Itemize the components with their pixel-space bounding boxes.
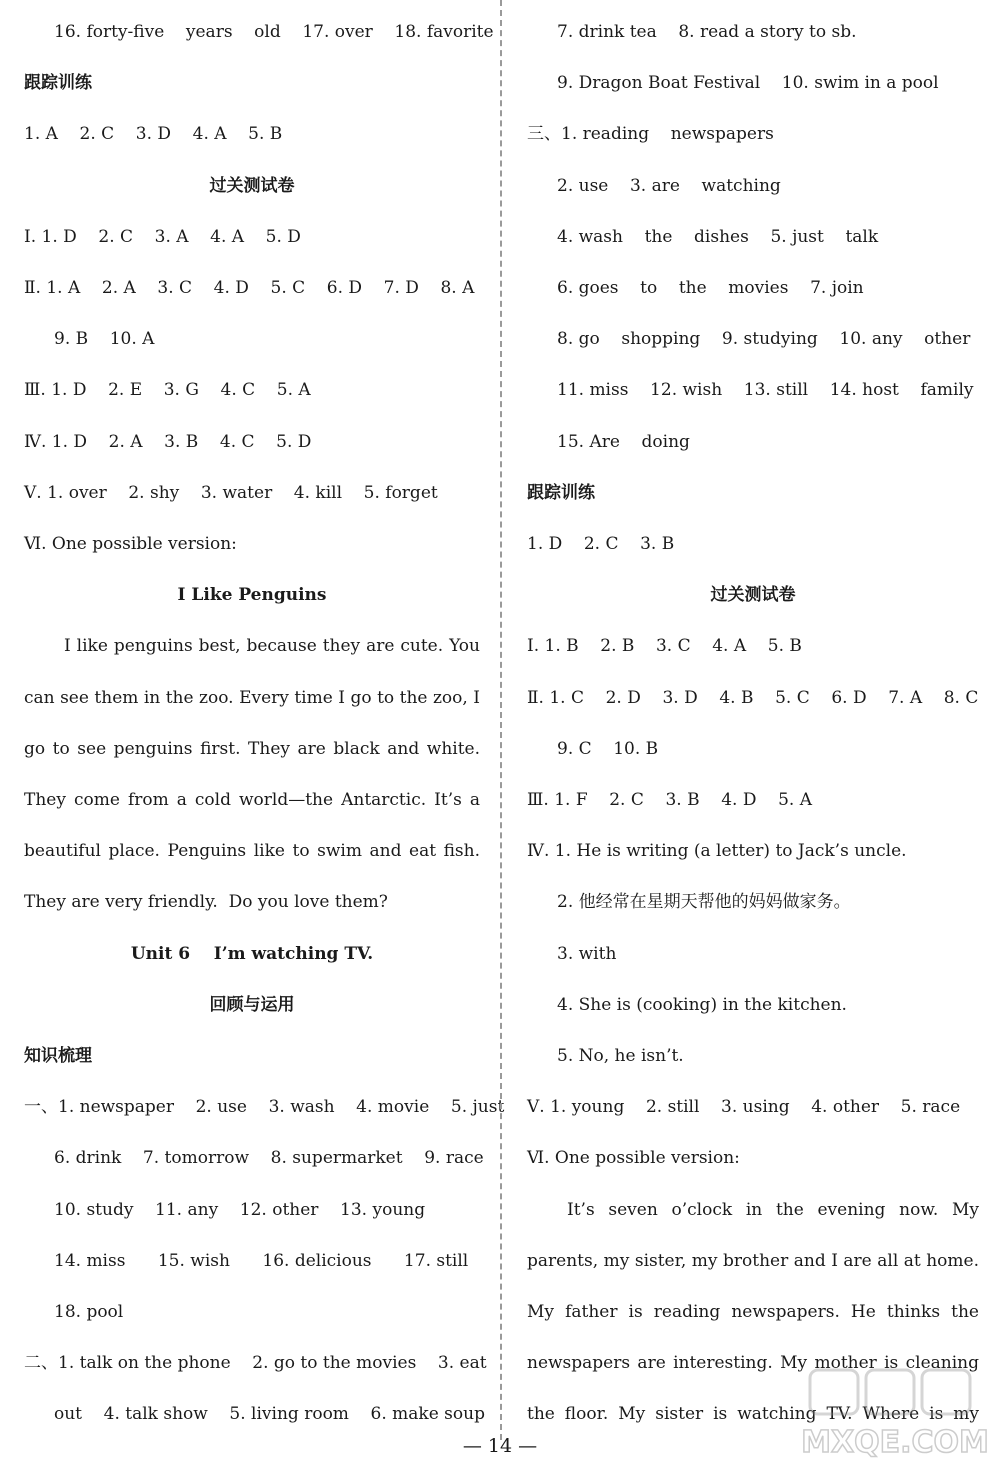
left-line-8: Ⅲ. 1. D 2. E 3. G 4. C 5. A — [24, 380, 311, 401]
left-line-6: Ⅱ. 1. A 2. A 3. C 4. D 5. C 6. D 7. D 8. A — [24, 278, 475, 298]
left-line-7: 9. B 10. A — [54, 329, 155, 350]
right-line-21: 5. No, he isn’t. — [557, 1046, 684, 1066]
right-line-16: Ⅲ. 1. F 2. C 3. B 4. D 5. A — [527, 790, 812, 810]
left-line-26: 18. pool — [54, 1302, 124, 1322]
right-line-12: 过关测试卷 — [710, 585, 796, 606]
left-line-25: 14. miss 15. wish 16. delicious 17. still — [54, 1250, 469, 1271]
watermark-box-3 — [922, 1370, 970, 1414]
watermark-box-2 — [866, 1370, 914, 1414]
left-line-23: 6. drink 7. tomorrow 8. supermarket 9. race — [54, 1148, 484, 1169]
left-line-14: can see them in the zoo. Every time I go to the zoo, I — [24, 687, 480, 708]
column-divider — [500, 0, 502, 1440]
left-line-18: They are very friendly. Do you love them? — [24, 892, 388, 913]
right-line-22: Ⅴ. 1. young 2. still 3. using 4. other 5. race — [527, 1097, 961, 1118]
right-line-8: 11. miss 12. wish 13. still 14. host family — [557, 380, 974, 401]
left-line-10: Ⅴ. 1. over 2. shy 3. water 4. kill 5. forget — [24, 482, 438, 503]
right-line-24: It’s seven o’clock in the evening now. My — [567, 1199, 979, 1220]
right-line-26: My father is reading newspapers. He thinks the — [527, 1302, 979, 1322]
page-number: — 14 — — [462, 1435, 538, 1457]
left-line-28: out 4. talk show 5. living room 6. make soup — [54, 1404, 485, 1425]
left-line-27: 二、1. talk on the phone 2. go to the movies 3. eat — [24, 1353, 487, 1374]
right-line-13: Ⅰ. 1. B 2. B 3. C 4. A 5. B — [527, 636, 802, 657]
right-line-23: Ⅵ. One possible version: — [527, 1148, 740, 1169]
right-line-11: 1. D 2. C 3. B — [527, 534, 675, 554]
right-line-2: 9. Dragon Boat Festival 10. swim in a pool — [557, 73, 939, 94]
left-line-20: 回顾与运用 — [209, 994, 295, 1015]
left-line-3: 1. A 2. C 3. D 4. A 5. B — [24, 124, 283, 145]
left-line-4: 过关测试卷 — [209, 175, 295, 196]
right-line-15: 9. C 10. B — [557, 738, 659, 759]
right-line-14: Ⅱ. 1. C 2. D 3. D 4. B 5. C 6. D 7. A 8. C — [527, 687, 979, 708]
left-line-24: 10. study 11. any 12. other 13. young — [54, 1199, 426, 1220]
right-line-17: Ⅳ. 1. He is writing (a letter) to Jack’s uncle. — [527, 841, 907, 862]
right-line-7: 8. go shopping 9. studying 10. any other — [557, 329, 971, 350]
left-line-15: go to see penguins first. They are black and white. — [24, 738, 480, 759]
right-line-6: 6. goes to the movies 7. join — [557, 278, 864, 298]
right-line-19: 3. with — [557, 943, 617, 964]
left-line-17: beautiful place. Penguins like to swim and eat fish. — [24, 841, 480, 862]
watermark-logo — [800, 1362, 990, 1472]
left-line-22: 一、1. newspaper 2. use 3. wash 4. movie 5. just — [24, 1097, 505, 1118]
left-line-9: Ⅳ. 1. D 2. A 3. B 4. C 5. D — [24, 431, 312, 452]
left-line-11: Ⅵ. One possible version: — [24, 534, 237, 554]
right-line-1: 7. drink tea 8. read a story to sb. — [557, 22, 857, 42]
left-line-5: Ⅰ. 1. D 2. C 3. A 4. A 5. D — [24, 226, 301, 247]
right-line-9: 15. Are doing — [557, 431, 690, 452]
left-line-1: 16. forty-five years old 17. over 18. favorite — [54, 22, 494, 42]
right-line-10: 跟踪训练 — [527, 482, 595, 503]
right-line-3: 三、1. reading newspapers — [527, 124, 774, 145]
right-line-28: the floor. My sister is watching TV. Where is my — [527, 1404, 979, 1425]
right-line-4: 2. use 3. are watching — [557, 175, 781, 196]
right-line-20: 4. She is (cooking) in the kitchen. — [557, 994, 847, 1015]
watermark-box-1 — [810, 1370, 858, 1414]
right-line-5: 4. wash the dishes 5. just talk — [557, 226, 879, 247]
left-line-16: They come from a cold world—the Antarctic. It’s a — [24, 790, 480, 810]
left-line-12: I Like Penguins — [177, 585, 327, 606]
left-line-21: 知识梳理 — [24, 1046, 92, 1066]
right-line-25: parents, my sister, my brother and I are all at home. — [527, 1250, 979, 1271]
watermark-text: MXQE.COM — [801, 1425, 989, 1460]
right-line-18: 2. 他经常在星期天帮他的妈妈做家务。 — [557, 892, 851, 913]
left-line-19: Unit 6 I’m watching TV. — [130, 943, 374, 964]
left-line-13: I like penguins best, because they are cute. You — [64, 636, 480, 657]
right-line-27: newspapers are interesting. My mother is cleaning — [527, 1353, 979, 1374]
left-line-2: 跟踪训练 — [24, 73, 92, 94]
